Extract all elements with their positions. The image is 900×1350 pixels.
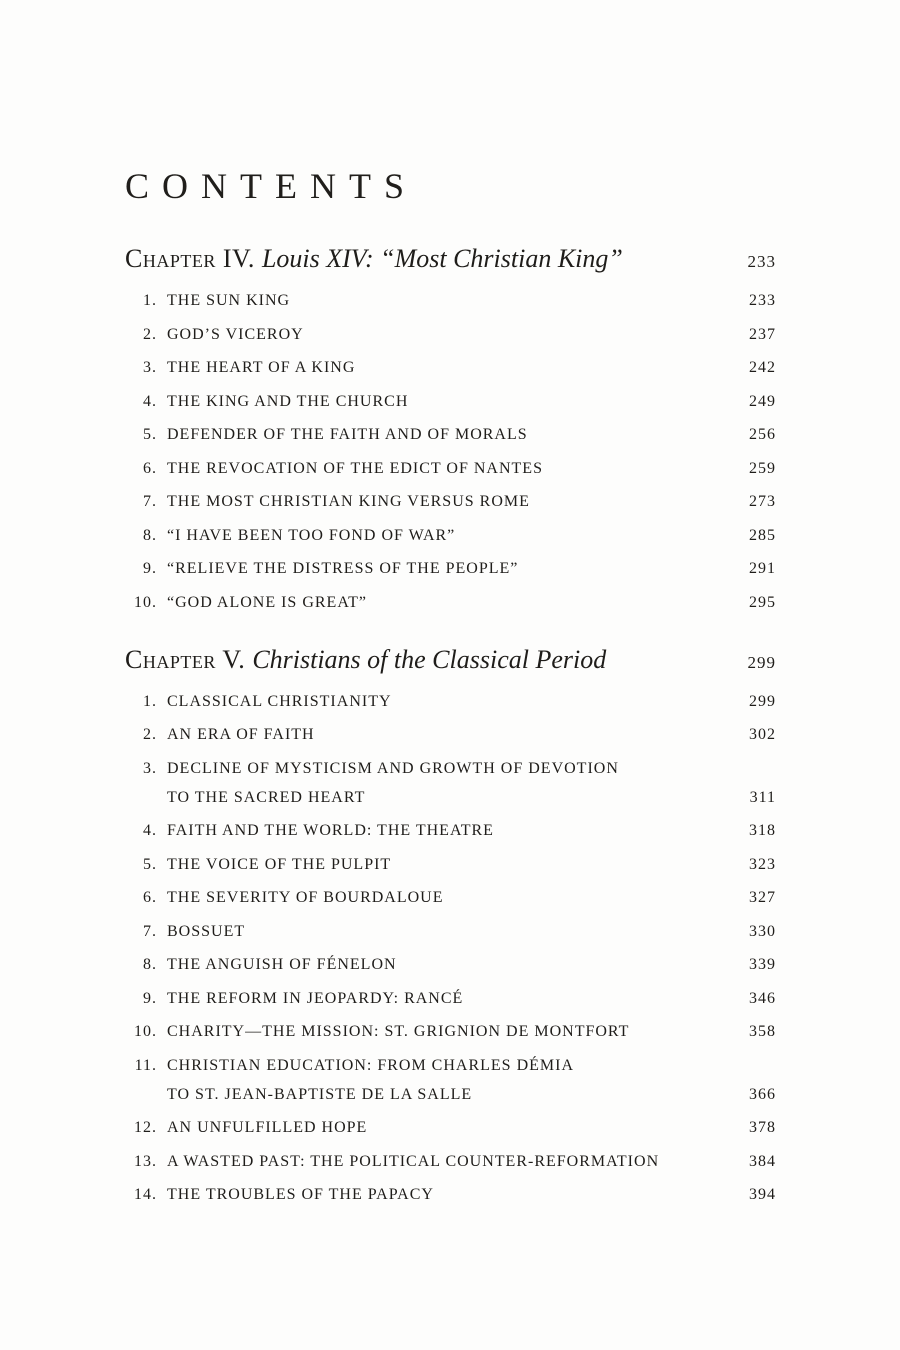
entry-page-number: 291 xyxy=(749,560,776,577)
entry-page-number: 237 xyxy=(749,325,776,343)
entry-text: DECLINE OF MYSTICISM AND GROWTH OF DEVOTION xyxy=(167,759,619,777)
entry-text: GOD’S VICEROY xyxy=(167,325,304,343)
entry-line1 xyxy=(125,1151,728,1172)
entry-main xyxy=(125,491,728,512)
entry-main xyxy=(125,592,728,613)
entry-text: FAITH AND THE WORLD: THE THEATRE xyxy=(167,822,494,839)
chapter-heading xyxy=(125,643,776,681)
entry-page-number: 366 xyxy=(749,1085,776,1103)
entry-page-number: 339 xyxy=(749,956,776,973)
entry-main xyxy=(125,1055,728,1105)
toc-entry xyxy=(125,592,776,613)
entry-number: 8. xyxy=(143,956,157,973)
entry-number: 8. xyxy=(143,526,157,544)
toc-entry xyxy=(125,458,776,479)
entry-line1 xyxy=(125,988,728,1009)
entry-line1 xyxy=(125,854,728,875)
entry-page-number: 285 xyxy=(749,526,776,544)
entry-line1 xyxy=(125,558,728,579)
entry-page-number: 233 xyxy=(749,292,776,309)
entry-text: THE REFORM IN JEOPARDY: RANCÉ xyxy=(167,989,464,1007)
entry-text2: TO ST. JEAN-BAPTISTE DE LA SALLE xyxy=(167,1085,473,1103)
toc-entry xyxy=(125,491,776,512)
entry-text2: TO THE SACRED HEART xyxy=(167,788,366,806)
chapter-label: Chapter IV. xyxy=(125,244,255,273)
entry-number: 9. xyxy=(143,989,157,1007)
entry-page-number: 327 xyxy=(749,889,776,906)
entry-page-number: 318 xyxy=(749,822,776,839)
toc-entry xyxy=(125,1184,776,1205)
entry-number: 4. xyxy=(143,822,157,839)
entry-text: CLASSICAL CHRISTIANITY xyxy=(167,692,392,710)
chapter-heading xyxy=(125,242,776,280)
toc-entry xyxy=(125,691,776,712)
entry-page-number: 311 xyxy=(749,788,776,806)
entry-page-number: 242 xyxy=(749,359,776,376)
entry-text: “GOD ALONE IS GREAT” xyxy=(167,593,367,611)
entry-number: 7. xyxy=(143,922,157,940)
entry-main xyxy=(125,391,728,412)
entry-line1 xyxy=(125,458,728,479)
entry-line1 xyxy=(125,592,728,613)
chapter-entries xyxy=(125,290,776,613)
entry-main xyxy=(125,921,728,942)
entry-main xyxy=(125,1117,728,1138)
entry-page-number: 330 xyxy=(749,922,776,940)
chapter-heading-text xyxy=(125,643,728,681)
entry-page-number: 378 xyxy=(749,1119,776,1136)
chapter-heading-text xyxy=(125,242,728,280)
entry-page-number: 299 xyxy=(749,692,776,710)
entry-main xyxy=(125,324,728,345)
entry-number: 1. xyxy=(143,292,157,309)
entry-main xyxy=(125,558,728,579)
chapter-title: Louis XIV: “Most Christian King” xyxy=(261,244,623,273)
entry-main xyxy=(125,758,728,808)
entry-number: 7. xyxy=(143,493,157,510)
entry-line1 xyxy=(125,820,728,841)
chapters xyxy=(125,242,776,1205)
entry-line1 xyxy=(125,691,728,712)
toc-entry xyxy=(125,1117,776,1138)
entry-text: THE KING AND THE CHURCH xyxy=(167,392,409,410)
entry-line2 xyxy=(125,1084,728,1105)
entry-line1 xyxy=(125,424,728,445)
entry-number: 5. xyxy=(143,426,157,443)
chapter-title: Christians of the Classical Period xyxy=(252,644,607,674)
entry-text: THE ANGUISH OF FÉNELON xyxy=(167,956,397,973)
entry-number: 10. xyxy=(134,1023,157,1040)
entry-text: DEFENDER OF THE FAITH AND OF MORALS xyxy=(167,426,528,443)
entry-main xyxy=(125,424,728,445)
toc-entry xyxy=(125,887,776,908)
entry-line1 xyxy=(125,357,728,378)
entry-number: 3. xyxy=(143,359,157,376)
entry-text: THE VOICE OF THE PULPIT xyxy=(167,855,392,873)
entry-page-number: 384 xyxy=(749,1152,776,1170)
toc-entry xyxy=(125,424,776,445)
entry-number: 4. xyxy=(143,392,157,410)
entry-number: 9. xyxy=(143,560,157,577)
entry-number: 12. xyxy=(134,1119,157,1136)
entry-main xyxy=(125,458,728,479)
toc-entry xyxy=(125,724,776,745)
entry-line1 xyxy=(125,921,728,942)
toc-entry xyxy=(125,921,776,942)
toc-entry xyxy=(125,1151,776,1172)
entry-number: 13. xyxy=(134,1152,157,1170)
entry-text: CHRISTIAN EDUCATION: FROM CHARLES DÉMIA xyxy=(167,1056,575,1074)
entry-main xyxy=(125,357,728,378)
entry-main xyxy=(125,525,728,546)
toc-entry xyxy=(125,391,776,412)
entry-number: 10. xyxy=(134,593,157,611)
entry-main xyxy=(125,290,728,311)
toc-entry xyxy=(125,954,776,975)
entry-main xyxy=(125,1184,728,1205)
entry-page-number: 346 xyxy=(749,989,776,1007)
entry-text: THE SUN KING xyxy=(167,292,291,309)
entry-text: AN ERA OF FAITH xyxy=(167,726,315,743)
entry-page-number: 256 xyxy=(749,426,776,443)
entry-page-number: 302 xyxy=(749,726,776,743)
entry-main xyxy=(125,854,728,875)
toc-entry xyxy=(125,758,776,808)
entry-text: THE MOST CHRISTIAN KING VERSUS ROME xyxy=(167,493,530,510)
entry-text: THE REVOCATION OF THE EDICT OF NANTES xyxy=(167,459,543,477)
entry-main xyxy=(125,988,728,1009)
entry-line1 xyxy=(125,887,728,908)
entry-number: 5. xyxy=(143,855,157,873)
entry-text: A WASTED PAST: THE POLITICAL COUNTER-REFORMATION xyxy=(167,1152,660,1170)
entry-line1 xyxy=(125,525,728,546)
entry-line1 xyxy=(125,1055,728,1076)
page-title: CONTENTS xyxy=(125,166,417,206)
entry-line1 xyxy=(125,391,728,412)
entry-page-number: 273 xyxy=(749,493,776,510)
entry-number: 2. xyxy=(143,726,157,743)
entry-line1 xyxy=(125,1184,728,1205)
entry-line1 xyxy=(125,290,728,311)
entry-main xyxy=(125,1021,728,1042)
toc-entry xyxy=(125,1055,776,1105)
toc-entry xyxy=(125,988,776,1009)
toc-entry xyxy=(125,357,776,378)
toc-entry xyxy=(125,854,776,875)
toc-entry xyxy=(125,1021,776,1042)
chapter-label: Chapter V. xyxy=(125,644,246,674)
chapter-section xyxy=(125,242,776,613)
entry-main xyxy=(125,724,728,745)
entry-number: 1. xyxy=(143,692,157,710)
entry-text: “RELIEVE THE DISTRESS OF THE PEOPLE” xyxy=(167,560,519,577)
entry-number: 3. xyxy=(143,759,157,777)
entry-line1 xyxy=(125,1021,728,1042)
toc-entry xyxy=(125,525,776,546)
entry-number: 2. xyxy=(143,325,157,343)
entry-line1 xyxy=(125,954,728,975)
chapter-page-number: 233 xyxy=(747,252,776,271)
entry-number: 11. xyxy=(134,1056,157,1074)
entry-line1 xyxy=(125,1117,728,1138)
entry-text: THE HEART OF A KING xyxy=(167,359,356,376)
toc-entry xyxy=(125,290,776,311)
entry-main xyxy=(125,691,728,712)
entry-page-number: 249 xyxy=(749,392,776,410)
entry-line1 xyxy=(125,724,728,745)
toc-entry xyxy=(125,324,776,345)
entry-text: “I HAVE BEEN TOO FOND OF WAR” xyxy=(167,526,456,544)
entry-page-number: 323 xyxy=(749,855,776,873)
entry-page-number: 295 xyxy=(749,593,776,611)
entry-line1 xyxy=(125,324,728,345)
chapter-section xyxy=(125,643,776,1206)
entry-text: AN UNFULFILLED HOPE xyxy=(167,1119,368,1136)
entry-page-number: 259 xyxy=(749,459,776,477)
entry-text: BOSSUET xyxy=(167,922,246,940)
chapter-page-number: 299 xyxy=(747,652,776,672)
entry-text: THE TROUBLES OF THE PAPACY xyxy=(167,1186,434,1203)
entry-main xyxy=(125,887,728,908)
entry-main xyxy=(125,954,728,975)
entry-text: CHARITY—THE MISSION: ST. GRIGNION DE MONTFORT xyxy=(167,1023,630,1040)
chapter-entries xyxy=(125,691,776,1206)
toc-entry xyxy=(125,820,776,841)
entry-number: 6. xyxy=(143,889,157,906)
entry-page-number: 394 xyxy=(749,1186,776,1203)
entry-line1 xyxy=(125,758,728,779)
entry-text: THE SEVERITY OF BOURDALOUE xyxy=(167,889,444,906)
entry-main xyxy=(125,820,728,841)
entry-number: 14. xyxy=(134,1186,157,1203)
entry-main xyxy=(125,1151,728,1172)
toc-entry xyxy=(125,558,776,579)
entry-line2 xyxy=(125,787,728,808)
entry-number: 6. xyxy=(143,459,157,477)
entry-page-number: 358 xyxy=(749,1023,776,1040)
entry-line1 xyxy=(125,491,728,512)
